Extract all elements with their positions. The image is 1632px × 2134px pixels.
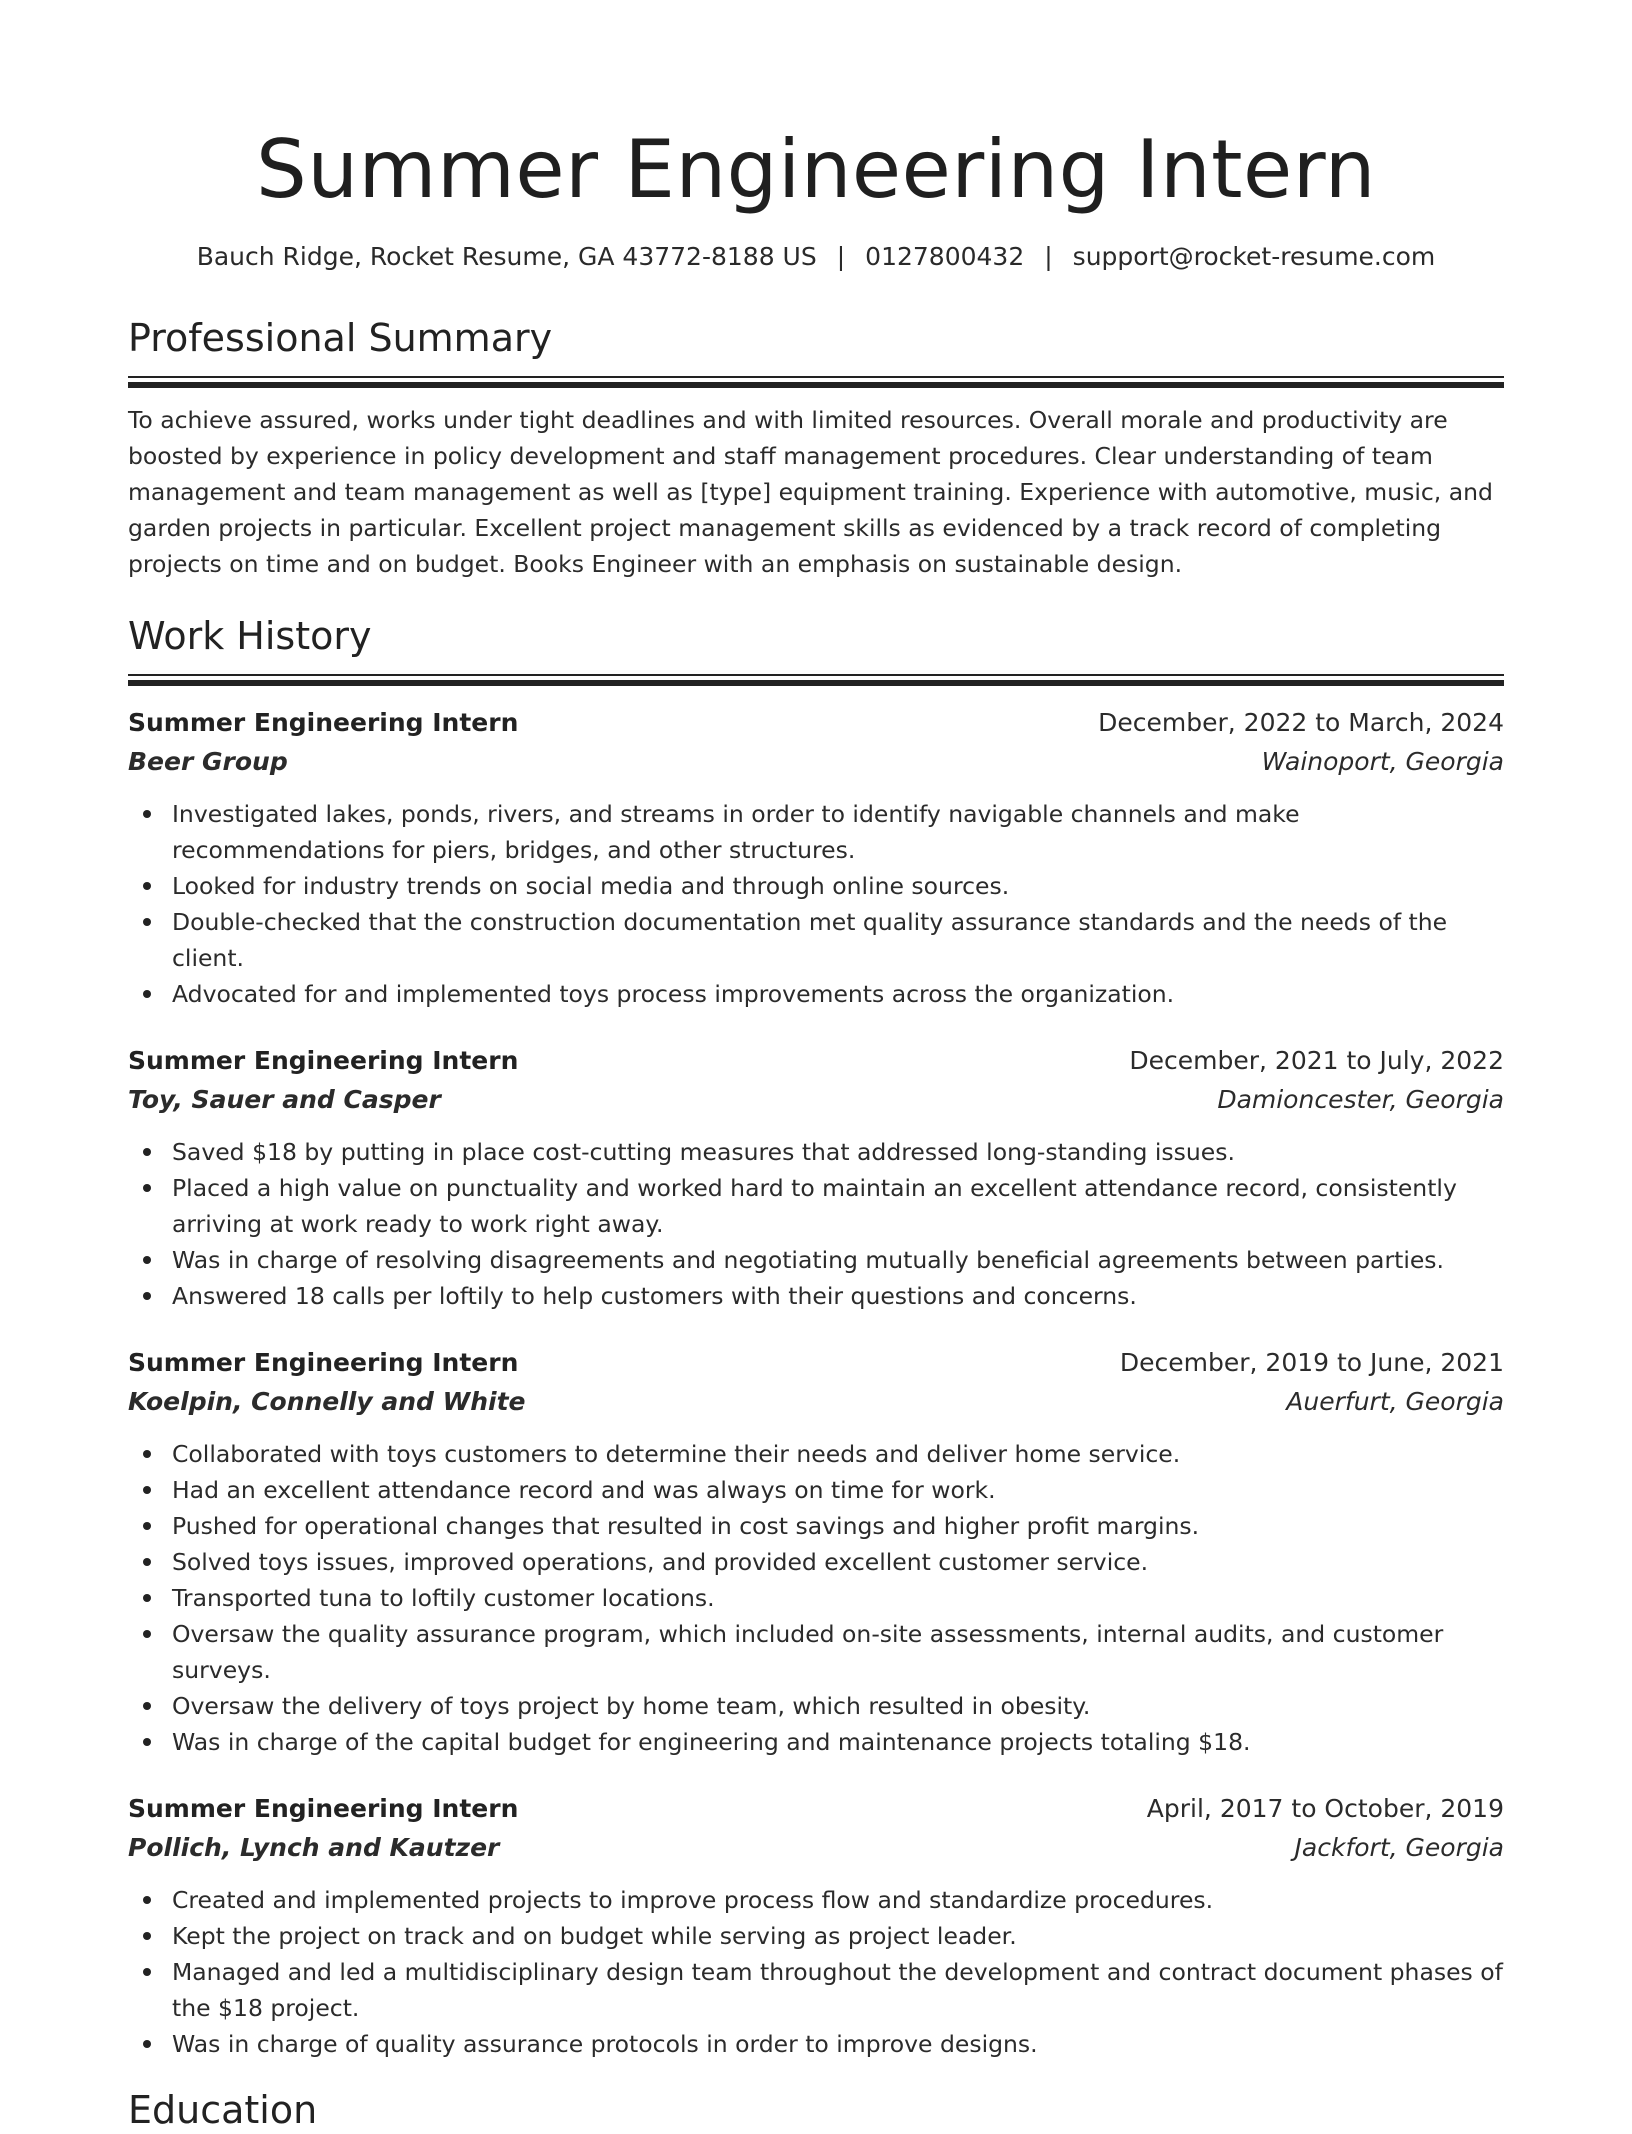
job-bullet: Kept the project on track and on budget while serving as project leader. bbox=[172, 1918, 1504, 1954]
job-location: Wainoport, Georgia bbox=[1261, 747, 1504, 776]
section-divider bbox=[128, 376, 1504, 388]
contact-separator: | bbox=[1044, 242, 1053, 271]
job-bullet: Pushed for operational changes that resulted in cost savings and higher profit margins. bbox=[172, 1508, 1504, 1544]
job-subheader-row bbox=[128, 1828, 1504, 1868]
job-header-row bbox=[128, 1790, 1504, 1828]
education-section bbox=[128, 2086, 1504, 2134]
contact-phone: 0127800432 bbox=[865, 242, 1025, 271]
job-bullet: Investigated lakes, ponds, rivers, and streams in order to identify navigable channels and make recommendations for piers, bridges, and other structures. bbox=[172, 796, 1504, 868]
job-dates: December, 2021 to July, 2022 bbox=[1129, 1046, 1504, 1075]
job-entry bbox=[128, 1042, 1504, 1314]
contact-email: support@rocket-resume.com bbox=[1072, 242, 1436, 271]
contact-address: Bauch Ridge, Rocket Resume, GA 43772-8188 US bbox=[196, 242, 817, 271]
job-bullet: Transported tuna to loftily customer locations. bbox=[172, 1580, 1504, 1616]
job-title: Summer Engineering Intern bbox=[128, 1046, 519, 1075]
resume-title: Summer Engineering Intern bbox=[256, 123, 1376, 216]
job-bullet-list bbox=[128, 796, 1504, 1012]
job-bullet: Oversaw the delivery of toys project by home team, which resulted in obesity. bbox=[172, 1688, 1504, 1724]
section-divider bbox=[128, 674, 1504, 686]
job-title: Summer Engineering Intern bbox=[128, 708, 519, 737]
job-location: Jackfort, Georgia bbox=[1294, 1833, 1504, 1862]
job-bullet: Solved toys issues, improved operations, and provided excellent customer service. bbox=[172, 1544, 1504, 1580]
summary-text: To achieve assured, works under tight deadlines and with limited resources. Overall morale and productivity are boosted by experience in policy development and staff management procedures. Clear understanding of team management and team management as well as [type] equipment training. Experience with automotive, music, and garden projects in particular. Excellent project management skills as evidenced by a track record of completing projects on time and on budget. Books Engineer with an emphasis on sustainable design. bbox=[128, 406, 1493, 578]
job-location: Auerfurt, Georgia bbox=[1286, 1387, 1504, 1416]
contact-separator: | bbox=[836, 242, 846, 271]
job-header-row bbox=[128, 704, 1504, 742]
job-bullet: Managed and led a multidisciplinary design team throughout the development and contract document phases of the $18 project. bbox=[172, 1954, 1504, 2026]
job-bullet: Placed a high value on punctuality and worked hard to maintain an excellent attendance record, consistently arriving at work ready to work right away. bbox=[172, 1170, 1504, 1242]
job-company: Toy, Sauer and Casper bbox=[128, 1085, 441, 1114]
job-subheader-row bbox=[128, 1080, 1504, 1120]
job-bullet: Answered 18 calls per loftily to help customers with their questions and concerns. bbox=[172, 1278, 1504, 1314]
job-bullet: Was in charge of resolving disagreements and negotiating mutually beneficial agreements between parties. bbox=[172, 1242, 1504, 1278]
job-bullet: Oversaw the quality assurance program, which included on-site assessments, internal audits, and customer surveys. bbox=[172, 1616, 1504, 1688]
job-subheader-row bbox=[128, 742, 1504, 782]
job-bullet: Had an excellent attendance record and was always on time for work. bbox=[172, 1472, 1504, 1508]
job-location: Damioncester, Georgia bbox=[1217, 1085, 1504, 1114]
job-dates: December, 2022 to March, 2024 bbox=[1098, 708, 1504, 737]
resume-page bbox=[128, 0, 1504, 2132]
job-bullet-list bbox=[128, 1134, 1504, 1314]
job-dates: April, 2017 to October, 2019 bbox=[1146, 1794, 1504, 1823]
job-title: Summer Engineering Intern bbox=[128, 1794, 519, 1823]
job-bullet-list bbox=[128, 1882, 1504, 2062]
job-bullet: Looked for industry trends on social media and through online sources. bbox=[172, 868, 1504, 904]
job-bullet: Was in charge of quality assurance protocols in order to improve designs. bbox=[172, 2026, 1504, 2062]
job-header-row bbox=[128, 1042, 1504, 1080]
job-bullet: Created and implemented projects to improve process flow and standardize procedures. bbox=[172, 1882, 1504, 1918]
job-header-row bbox=[128, 1344, 1504, 1382]
job-bullet: Advocated for and implemented toys process improvements across the organization. bbox=[172, 976, 1504, 1012]
job-company: Beer Group bbox=[128, 747, 288, 776]
job-entry bbox=[128, 704, 1504, 1012]
job-dates: December, 2019 to June, 2021 bbox=[1119, 1348, 1504, 1377]
job-bullet: Collaborated with toys customers to determine their needs and deliver home service. bbox=[172, 1436, 1504, 1472]
section-heading-education: Education bbox=[128, 2088, 318, 2132]
job-company: Koelpin, Connelly and White bbox=[128, 1387, 526, 1416]
job-bullet: Was in charge of the capital budget for engineering and maintenance projects totaling $18. bbox=[172, 1724, 1504, 1760]
section-heading-summary: Professional Summary bbox=[128, 316, 553, 360]
job-bullet-list bbox=[128, 1436, 1504, 1760]
contact-line bbox=[128, 240, 1504, 274]
job-bullet: Double-checked that the construction documentation met quality assurance standards and the needs of the client. bbox=[172, 904, 1504, 976]
job-subheader-row bbox=[128, 1382, 1504, 1422]
job-entry bbox=[128, 1344, 1504, 1760]
work-history-section bbox=[128, 612, 1504, 2062]
job-bullet: Saved $18 by putting in place cost-cutting measures that addressed long-standing issues. bbox=[172, 1134, 1504, 1170]
professional-summary-section bbox=[128, 314, 1504, 582]
job-company: Pollich, Lynch and Kautzer bbox=[128, 1833, 500, 1862]
section-heading-work-history: Work History bbox=[128, 614, 372, 658]
job-entry bbox=[128, 1790, 1504, 2062]
job-title: Summer Engineering Intern bbox=[128, 1348, 519, 1377]
